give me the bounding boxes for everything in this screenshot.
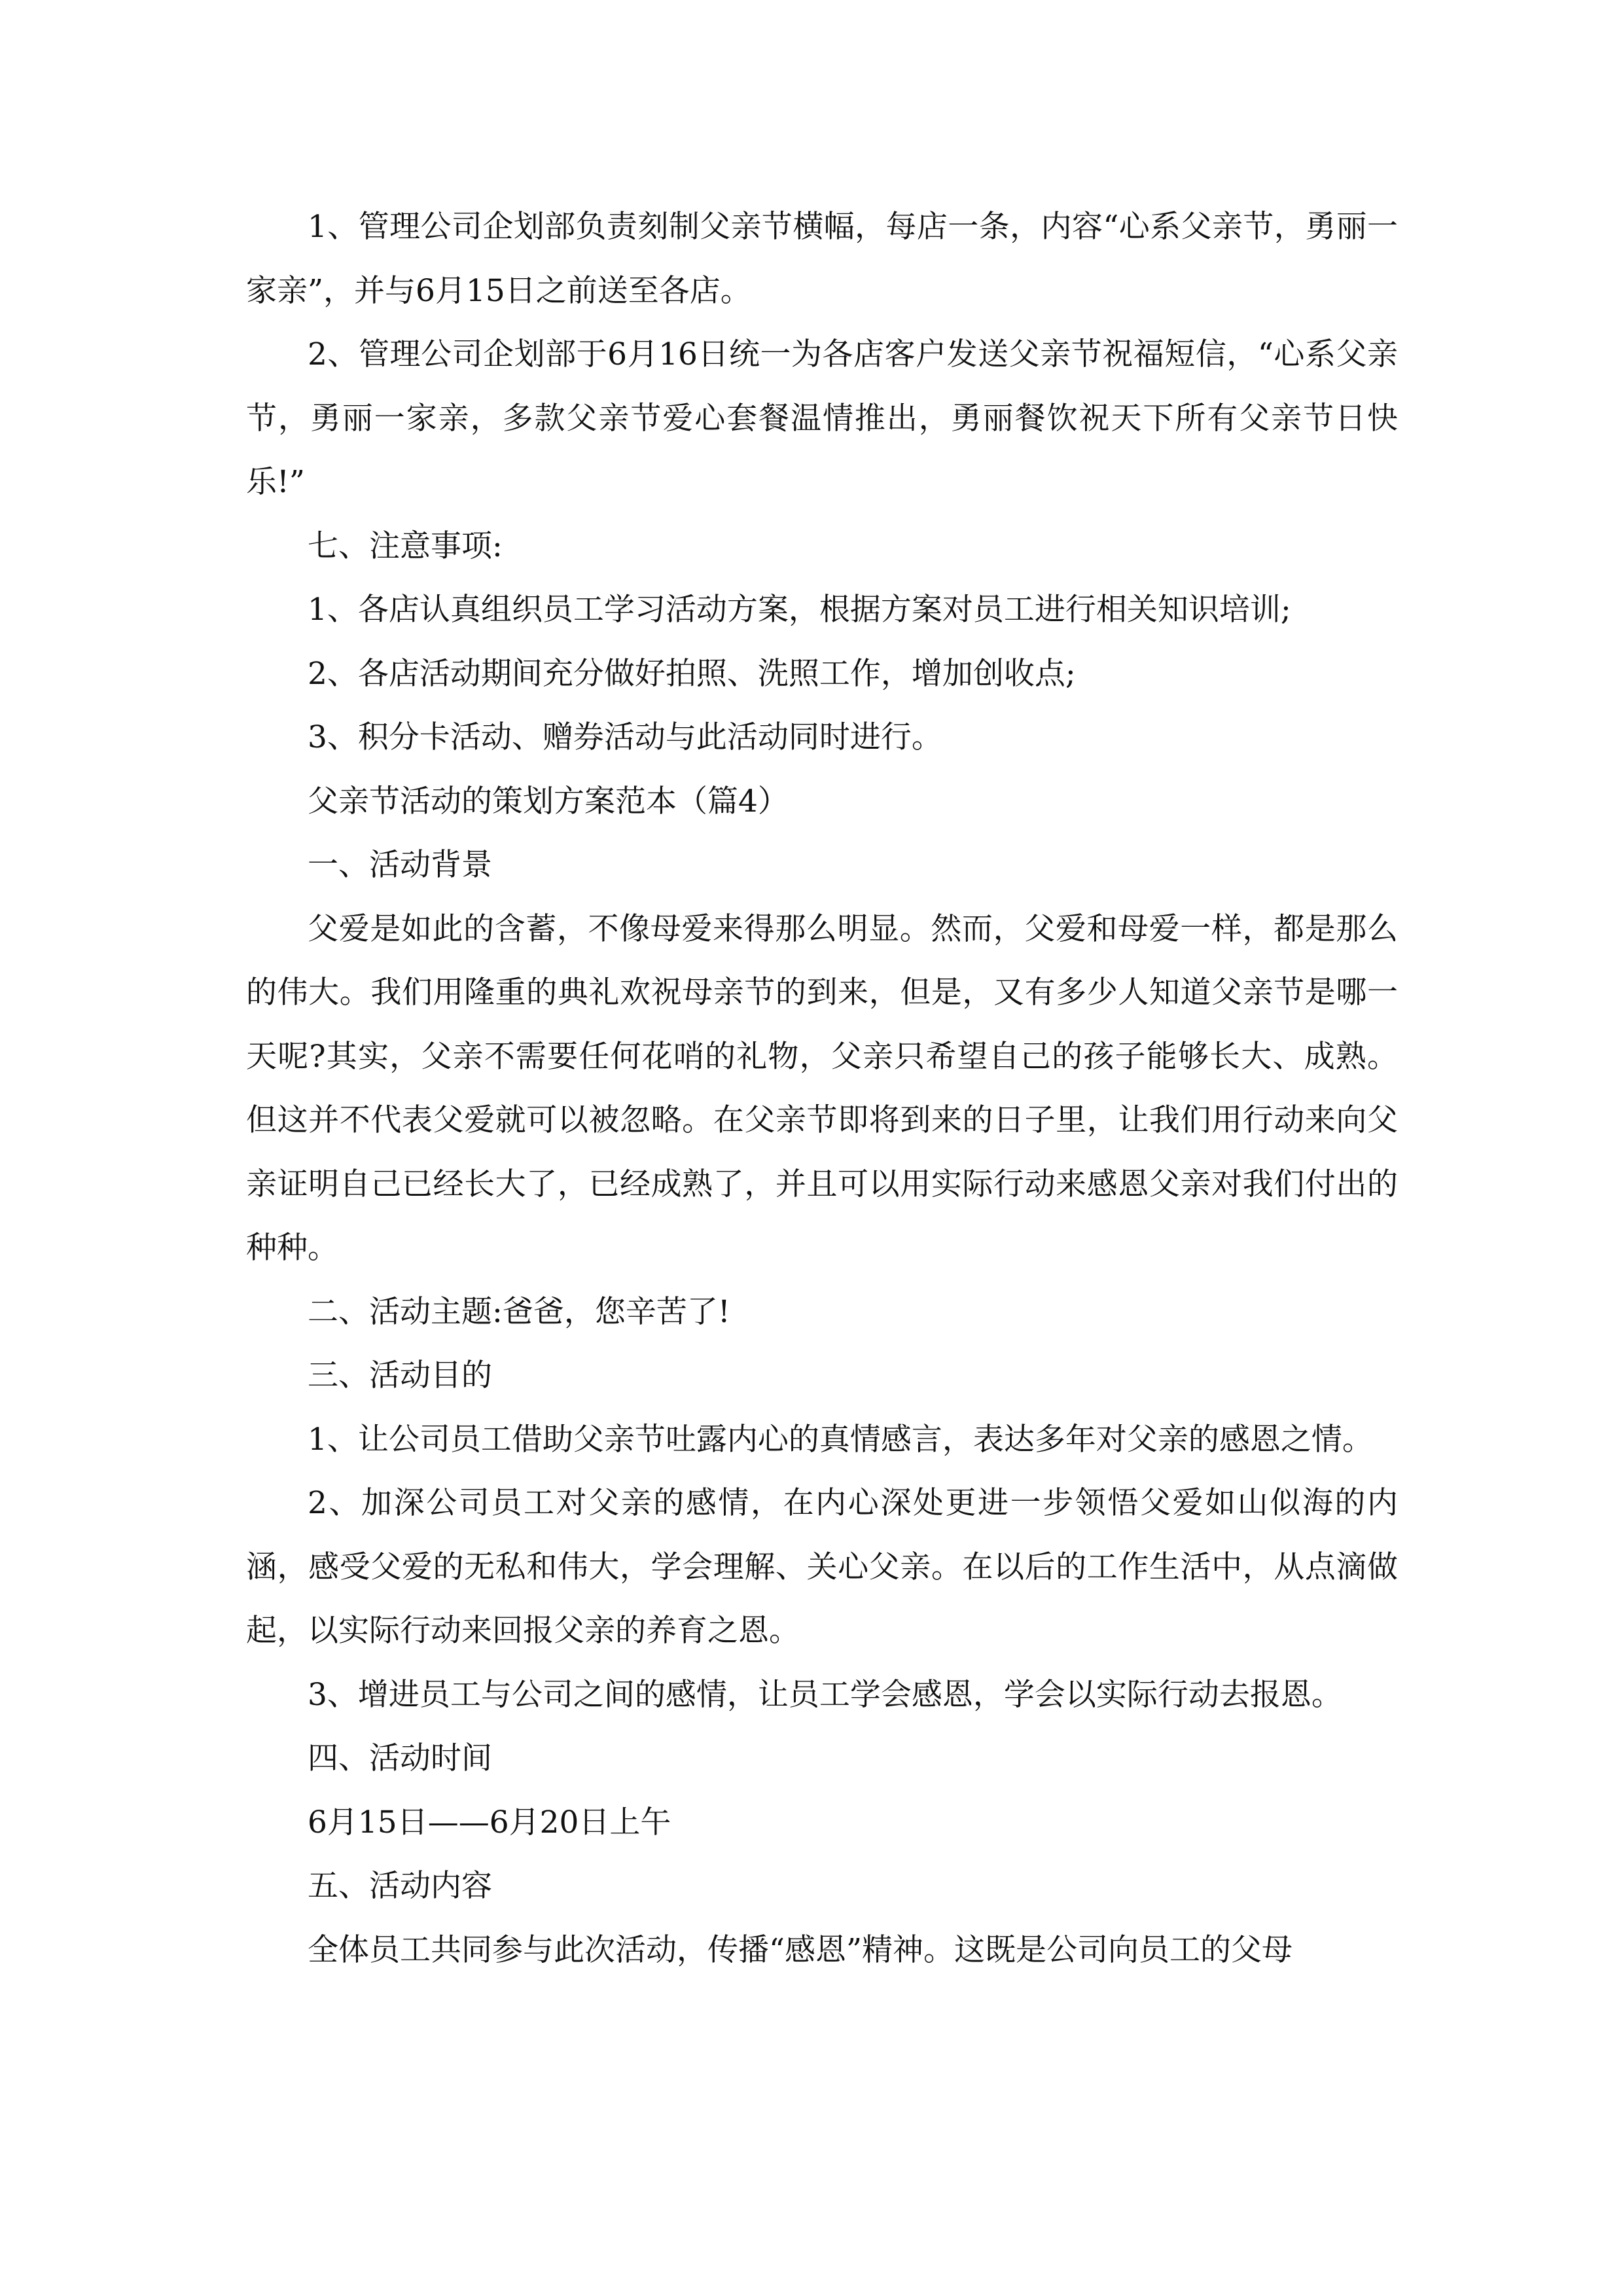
- heading-theme: 二、活动主题:爸爸，您辛苦了!: [308, 1293, 730, 1330]
- heading-purpose: 三、活动目的: [308, 1357, 492, 1393]
- paragraph-sms: 2、管理公司企划部于6月16日统一为各店客户发送父亲节祝福短信，“心系父亲节，勇丽一家亲，多款父亲节爱心套餐温情推出，勇丽餐饮祝天下所有父亲节日快乐!”: [246, 336, 1398, 500]
- paragraph-banner: 1、管理公司企划部负责刻制父亲节横幅，每店一条，内容“心系父亲节，勇丽一家亲”，并与6月15日之前送至各店。: [246, 209, 1398, 309]
- paragraph-purpose-3: 3、增进员工与公司之间的感情，让员工学会感恩，学会以实际行动去报恩。: [308, 1676, 1342, 1713]
- section-title: 父亲节活动的策划方案范本（篇4）: [308, 783, 789, 819]
- paragraph-purpose-2: 2、加深公司员工对父亲的感情，在内心深处更进一步领悟父爱如山似海的内涵，感受父爱的无私和伟大，学会理解、关心父亲。在以后的工作生活中，从点滴做起，以实际行动来回报父亲的养育之恩。: [246, 1485, 1398, 1649]
- heading-content: 五、活动内容: [308, 1868, 492, 1904]
- paragraph-time: 6月15日——6月20日上午: [308, 1804, 671, 1840]
- heading-time: 四、活动时间: [308, 1740, 492, 1776]
- paragraph-note-1: 1、各店认真组织员工学习活动方案，根据方案对员工进行相关知识培训;: [308, 592, 1291, 628]
- paragraph-content: 全体员工共同参与此次活动，传播“感恩”精神。这既是公司向员工的父母: [308, 1931, 1293, 1968]
- heading-background: 一、活动背景: [308, 847, 492, 883]
- paragraph-background: 父爱是如此的含蓄，不像母爱来得那么明显。然而，父爱和母爱一样，都是那么的伟大。我们用隆重的典礼欢祝母亲节的到来，但是，又有多少人知道父亲节是哪一天呢?其实，父亲不需要任何花哨的礼物，父亲只希望自己的孩子能够长大、成熟。但这并不代表父爱就可以被忽略。在父亲节即将到来的日子里，让我们用行动来向父亲证明自己已经长大了，已经成熟了，并且可以用实际行动来感恩父亲对我们付出的种种。: [246, 910, 1398, 1266]
- paragraph-note-3: 3、积分卡活动、赠券活动与此活动同时进行。: [308, 719, 942, 755]
- paragraph-purpose-1: 1、让公司员工借助父亲节吐露内心的真情感言，表达多年对父亲的感恩之情。: [308, 1421, 1373, 1458]
- document-body: [246, 195, 1398, 1982]
- paragraph-note-2: 2、各店活动期间充分做好拍照、洗照工作，增加创收点;: [308, 655, 1076, 692]
- heading-notes: 七、注意事项:: [308, 528, 503, 564]
